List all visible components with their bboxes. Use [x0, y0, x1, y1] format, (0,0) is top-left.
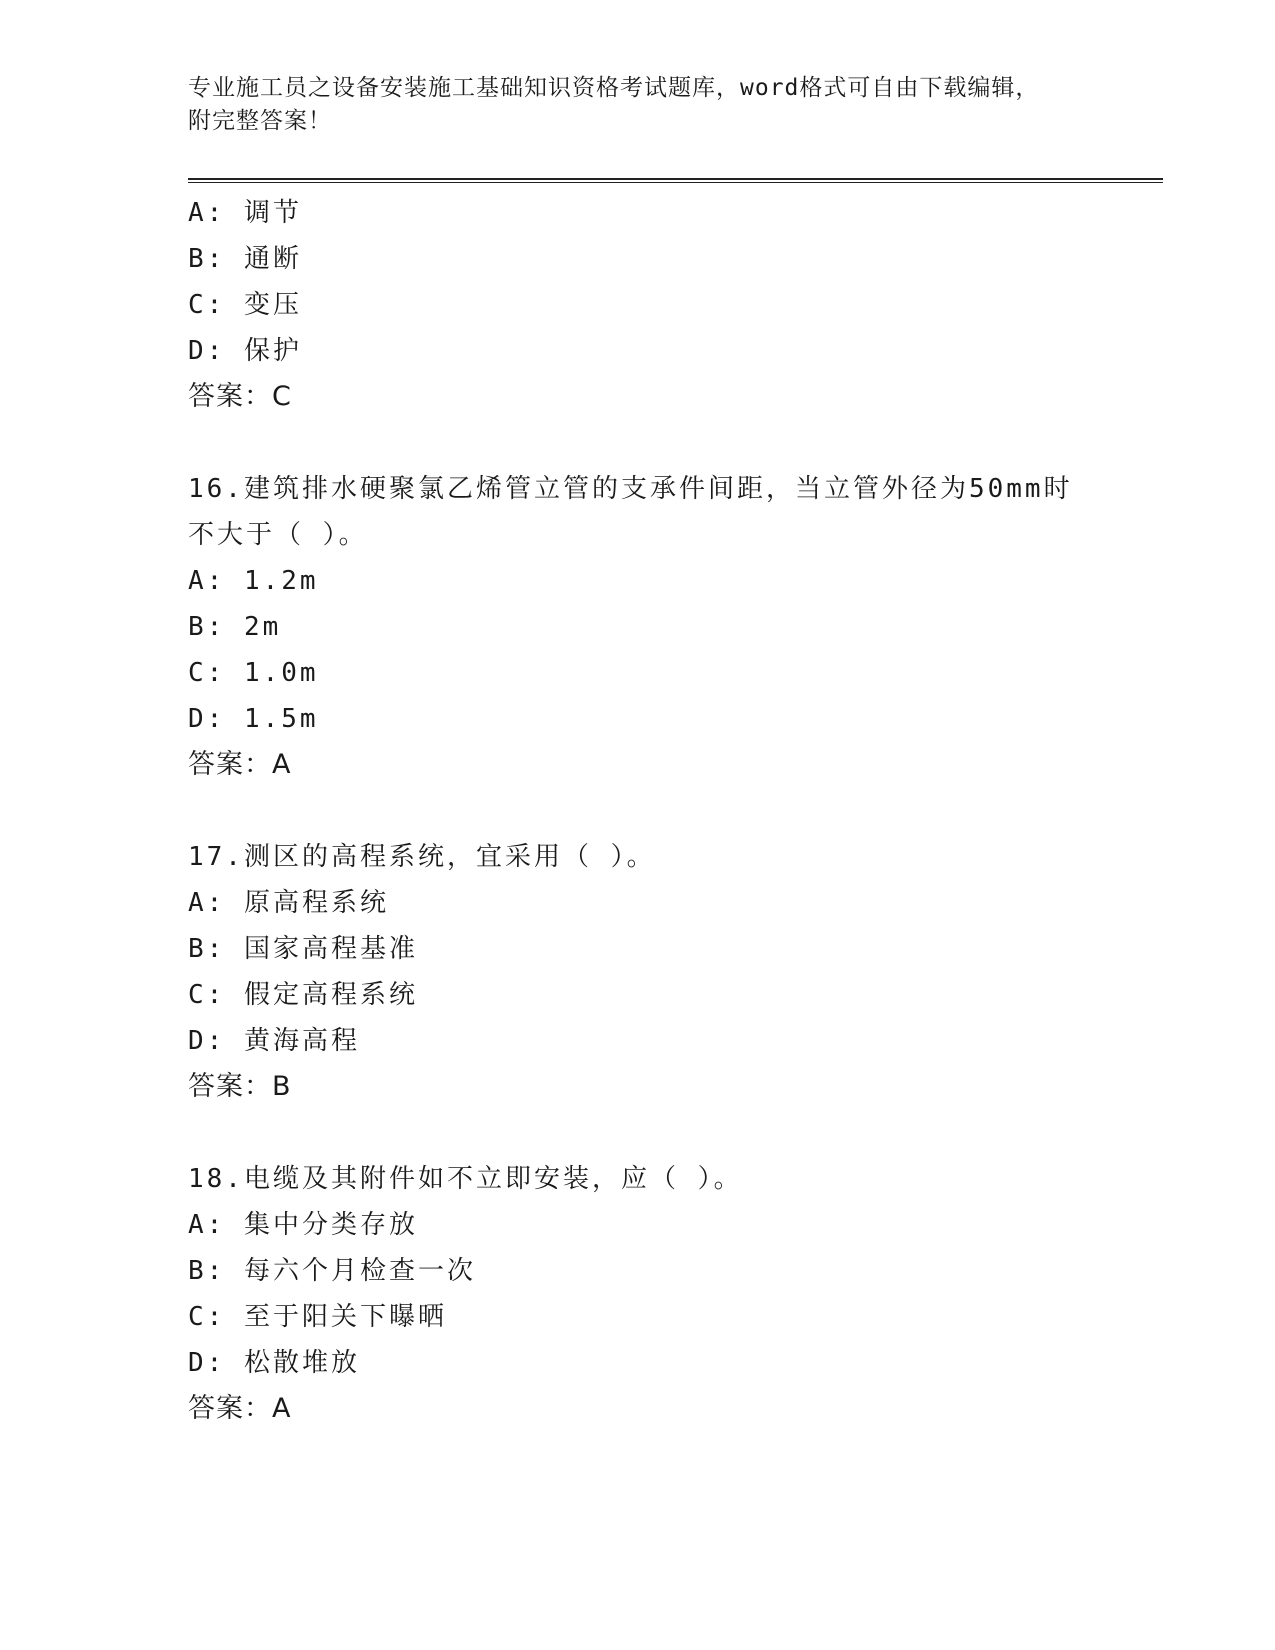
option-b: B: 每六个月检查一次 — [188, 1256, 476, 1286]
question-stem: 17.测区的高程系统，宜采用（ ）。 — [188, 842, 656, 872]
question-stem-continued: 不大于（ ）。 — [188, 520, 368, 550]
answer: 答案：B — [188, 1071, 292, 1102]
answer: 答案：A — [188, 749, 292, 780]
option-d: D: 保护 — [188, 336, 302, 366]
option-b: B: 国家高程基准 — [188, 934, 418, 964]
question-15 — [188, 190, 1148, 420]
question-17 — [188, 834, 1148, 1110]
option-c: C: 至于阳关下曝晒 — [188, 1302, 447, 1332]
option-c: C: 变压 — [188, 290, 302, 320]
question-list — [188, 190, 1148, 1432]
option-d: D: 松散堆放 — [188, 1348, 360, 1378]
document-header — [188, 72, 1068, 138]
question-stem: 18.电缆及其附件如不立即安装，应（ ）。 — [188, 1164, 743, 1194]
spacer — [188, 1110, 1148, 1156]
spacer — [188, 788, 1148, 834]
option-a: A: 调节 — [188, 198, 302, 228]
option-d: D: 黄海高程 — [188, 1026, 360, 1056]
option-b: B: 通断 — [188, 244, 302, 274]
option-b: B: 2m — [188, 612, 282, 642]
spacer — [188, 420, 1148, 466]
question-18 — [188, 1156, 1148, 1432]
option-c: C: 1.0m — [188, 658, 319, 688]
answer: 答案：C — [188, 381, 292, 412]
header-line-2: 附完整答案！ — [188, 108, 332, 134]
option-a: A: 集中分类存放 — [188, 1210, 418, 1240]
header-line-1: 专业施工员之设备安装施工基础知识资格考试题库，word格式可自由下载编辑， — [188, 75, 1040, 101]
question-stem: 16.建筑排水硬聚氯乙烯管立管的支承件间距，当立管外径为50mm时 — [188, 474, 1073, 504]
answer: 答案：A — [188, 1393, 292, 1424]
option-a: A: 1.2m — [188, 566, 319, 596]
header-divider — [188, 178, 1163, 183]
option-d: D: 1.5m — [188, 704, 319, 734]
option-a: A: 原高程系统 — [188, 888, 389, 918]
question-16 — [188, 466, 1148, 788]
option-c: C: 假定高程系统 — [188, 980, 418, 1010]
